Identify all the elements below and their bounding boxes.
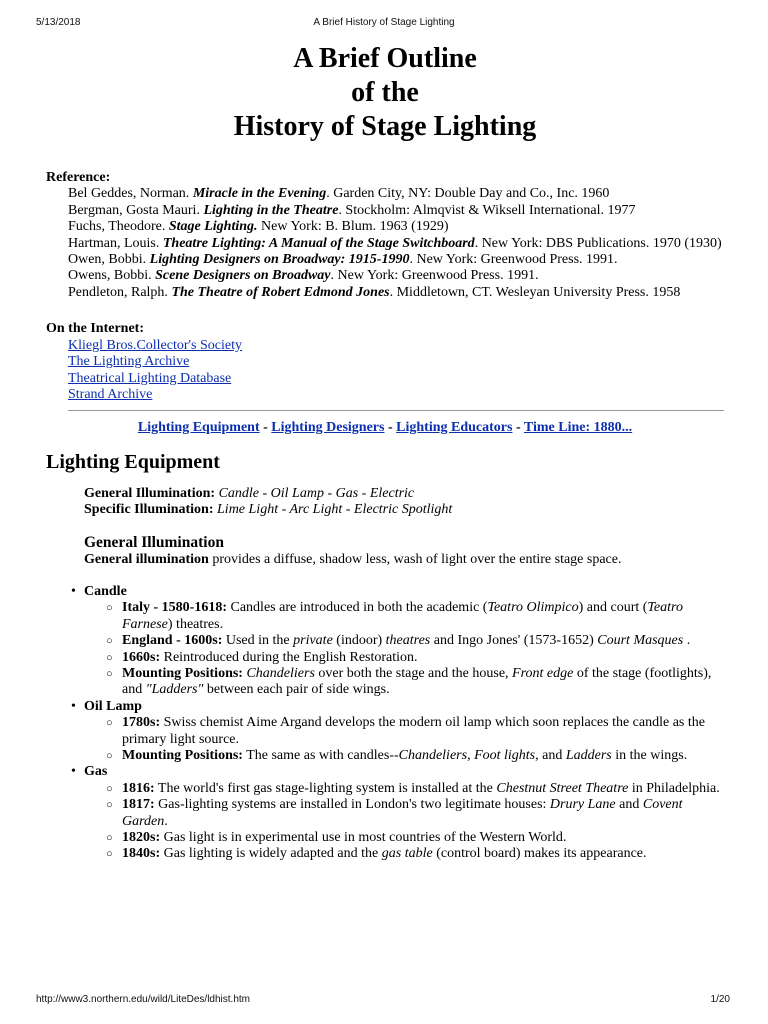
print-url: http://www3.northern.edu/wild/LiteDes/ldhist.htm — [36, 994, 250, 1005]
reference-details: . New York: Greenwood Press. 1991. — [330, 268, 539, 284]
text-segment: "Ladders" — [145, 682, 204, 698]
nav-lighting-educators[interactable]: Lighting Educators — [396, 419, 513, 435]
text-segment: . — [683, 633, 691, 649]
text-segment: gas table — [381, 846, 433, 862]
intro-bold: General illumination — [84, 552, 209, 568]
text-segment: and Ingo Jones' (1573-1652) — [430, 633, 598, 649]
reference-work: Lighting Designers on Broadway: 1915-1990 — [149, 252, 410, 268]
text-segment: , and — [535, 747, 566, 763]
illumination-summary — [46, 486, 724, 519]
circle-bullet-icon: ○ — [106, 651, 113, 664]
text-segment: (indoor) — [332, 633, 386, 649]
text-segment: , — [467, 747, 475, 763]
sub-list-item — [84, 846, 724, 862]
text-segment: ) and court ( — [578, 600, 648, 616]
text-segment: The world's first gas stage-lighting system is installed at the — [154, 780, 497, 796]
nav-time-line[interactable]: Time Line: 1880... — [523, 419, 633, 435]
print-footer — [0, 994, 768, 1008]
text-segment: Foot lights — [474, 747, 536, 763]
reference-item — [46, 219, 724, 235]
list-item-candle — [46, 584, 724, 699]
reference-author: Owen, Bobbi. — [68, 252, 150, 268]
circle-bullet-icon: ○ — [106, 667, 113, 680]
print-title: A Brief History of Stage Lighting — [313, 17, 455, 28]
text-segment: 1840s: — [122, 846, 161, 862]
link-lighting-archive[interactable]: The Lighting Archive — [68, 354, 190, 370]
nav-separator: - — [384, 419, 397, 435]
subheading: General Illumination — [84, 534, 224, 552]
text-segment: private — [293, 633, 333, 649]
reference-item — [46, 252, 724, 268]
reference-work: The Theatre of Robert Edmond Jones — [171, 284, 390, 300]
reference-work: Miracle in the Evening — [192, 186, 327, 202]
nav-lighting-equipment[interactable]: Lighting Equipment — [137, 419, 260, 435]
text-segment: of the stage (footlights), and — [122, 665, 712, 698]
sub-list — [84, 715, 724, 764]
reference-work: Scene Designers on Broadway — [155, 268, 331, 284]
text-segment: Covent Garden — [122, 797, 683, 829]
reference-item — [46, 186, 724, 202]
text-segment: Drury Lane — [549, 797, 616, 813]
list-item-title: Candle — [84, 583, 127, 599]
reference-author: Owens, Bobbi. — [68, 268, 156, 284]
page-content — [46, 42, 724, 863]
text-segment: Chandeliers — [398, 747, 468, 763]
bullet-icon: • — [71, 583, 76, 599]
print-date: 5/13/2018 — [36, 17, 81, 28]
reference-details: . Stockholm: Almqvist & Wiksell International. 1977 — [338, 202, 636, 218]
text-segment: ) theatres. — [167, 616, 224, 632]
text-segment: theatres — [385, 633, 431, 649]
specific-value: Lime Light - Arc Light - Electric Spotlight — [213, 502, 453, 518]
circle-bullet-icon: ○ — [106, 848, 113, 861]
text-segment: in the wings. — [611, 747, 688, 763]
text-segment: 1820s: — [122, 829, 161, 845]
text-segment: and — [615, 797, 643, 813]
sub-list-item — [84, 600, 724, 633]
light-source-list — [46, 584, 724, 863]
text-segment: Chandeliers — [246, 665, 315, 681]
print-header — [0, 17, 768, 31]
title-line-2: of the — [351, 77, 419, 108]
text-segment: over both the stage and the house, — [314, 665, 513, 681]
reference-author: Bergman, Gosta Mauri. — [68, 202, 204, 218]
text-segment: 1817: — [122, 797, 155, 813]
reference-author: Fuchs, Theodore. — [68, 219, 169, 235]
circle-bullet-icon: ○ — [106, 799, 113, 812]
reference-work: Theatre Lighting: A Manual of the Stage Switchboard — [162, 235, 475, 251]
text-segment: England - 1600s: — [122, 633, 223, 649]
internet-section — [46, 321, 724, 403]
circle-bullet-icon: ○ — [106, 782, 113, 795]
reference-item — [46, 203, 724, 219]
reference-details: . Middletown, CT. Wesleyan University Press. 1958 — [389, 284, 681, 300]
sub-list-item — [84, 797, 724, 830]
section-nav — [46, 420, 724, 436]
reference-author: Hartman, Louis. — [68, 235, 163, 251]
link-strand-archive[interactable]: Strand Archive — [68, 387, 153, 403]
text-segment: Used in the — [222, 633, 294, 649]
nav-separator: - — [512, 419, 524, 435]
list-item-oil-lamp — [46, 699, 724, 765]
text-segment: Gas-lighting systems are installed in London's two legitimate houses: — [154, 797, 550, 813]
reference-label: Reference: — [46, 170, 111, 185]
reference-author: Bel Geddes, Norman. — [68, 186, 193, 202]
text-segment: Chestnut Street Theatre — [496, 780, 629, 796]
circle-bullet-icon: ○ — [106, 717, 113, 730]
list-item-gas — [46, 764, 724, 862]
bullet-icon: • — [71, 764, 76, 780]
text-segment: Court Masques — [597, 633, 684, 649]
list-item-title: Gas — [84, 764, 108, 780]
title-line-3: History of Stage Lighting — [233, 111, 537, 142]
text-segment: 1816: — [122, 780, 155, 796]
sub-list-item — [84, 715, 724, 748]
sub-list-item — [84, 666, 724, 699]
circle-bullet-icon: ○ — [106, 635, 113, 648]
title-line-1: A Brief Outline — [293, 43, 477, 74]
text-segment: Teatro Farnese — [122, 600, 683, 632]
internet-label: On the Internet: — [46, 321, 144, 337]
link-theatrical-lighting-database[interactable]: Theatrical Lighting Database — [68, 370, 232, 386]
general-value: Candle - Oil Lamp - Gas - Electric — [215, 485, 415, 501]
text-segment: Candles are introduced in both the academic ( — [227, 600, 488, 616]
text-segment: Reintroduced during the English Restoration. — [160, 649, 418, 665]
text-segment: Swiss chemist Aime Argand develops the modern oil lamp which soon replaces the candle as the primary light source. — [122, 715, 705, 747]
specific-label: Specific Illumination: — [84, 502, 214, 518]
internet-links — [46, 338, 724, 404]
circle-bullet-icon: ○ — [106, 749, 113, 762]
reference-section — [46, 170, 724, 301]
text-segment: Front edge — [512, 665, 574, 681]
reference-details: New York: B. Blum. 1963 (1929) — [257, 219, 449, 235]
text-segment: (control board) makes its appearance. — [432, 846, 647, 862]
print-page-number: 1/20 — [710, 994, 730, 1005]
bullet-icon: • — [71, 698, 76, 714]
text-segment: Italy - 1580-1618: — [122, 600, 227, 616]
text-segment: Gas light is in experimental use in most countries of the Western World. — [160, 829, 567, 845]
text-segment: Mounting Positions: — [122, 747, 243, 763]
sub-list-item — [84, 781, 724, 797]
sub-list — [84, 600, 724, 698]
text-segment: Ladders — [565, 747, 612, 763]
text-segment: between each pair of side wings. — [203, 682, 390, 698]
nav-lighting-designers[interactable]: Lighting Designers — [271, 419, 385, 435]
general-illumination-section — [46, 534, 724, 568]
sub-list-item — [84, 650, 724, 666]
circle-bullet-icon: ○ — [106, 831, 113, 844]
text-segment: 1780s: — [122, 715, 161, 731]
general-label: General Illumination: — [84, 485, 216, 501]
reference-author: Pendleton, Ralph. — [68, 284, 172, 300]
page-title — [46, 42, 724, 144]
nav-separator: - — [259, 419, 272, 435]
text-segment: 1660s: — [122, 649, 161, 665]
reference-details: . New York: DBS Publications. 1970 (1930) — [474, 235, 722, 251]
sub-list — [84, 781, 724, 863]
link-kliegl-bros[interactable]: Kliegl Bros.Collector's Society — [68, 337, 243, 353]
sub-list-item — [84, 748, 724, 764]
text-segment: Teatro Olimpico — [487, 600, 579, 616]
reference-list — [46, 186, 724, 301]
sub-list-item — [84, 633, 724, 649]
text-segment: The same as with candles-- — [242, 747, 399, 763]
reference-work: Stage Lighting. — [168, 219, 258, 235]
intro-text: provides a diffuse, shadow less, wash of light over the entire stage space. — [208, 552, 622, 568]
reference-item — [46, 285, 724, 301]
text-segment: . — [164, 813, 168, 829]
section-heading: Lighting Equipment — [46, 450, 220, 473]
text-segment: Gas lighting is widely adapted and the — [160, 846, 382, 862]
circle-bullet-icon: ○ — [106, 602, 113, 615]
reference-item — [46, 268, 724, 284]
list-item-title: Oil Lamp — [84, 698, 142, 714]
reference-item — [46, 236, 724, 252]
sub-list-item — [84, 830, 724, 846]
text-segment: in Philadelphia. — [628, 780, 720, 796]
reference-work: Lighting in the Theatre — [203, 202, 339, 218]
text-segment: Mounting Positions: — [122, 665, 243, 681]
reference-details: . Garden City, NY: Double Day and Co., Inc. 1960 — [326, 186, 610, 202]
reference-details: . New York: Greenwood Press. 1991. — [409, 252, 618, 268]
